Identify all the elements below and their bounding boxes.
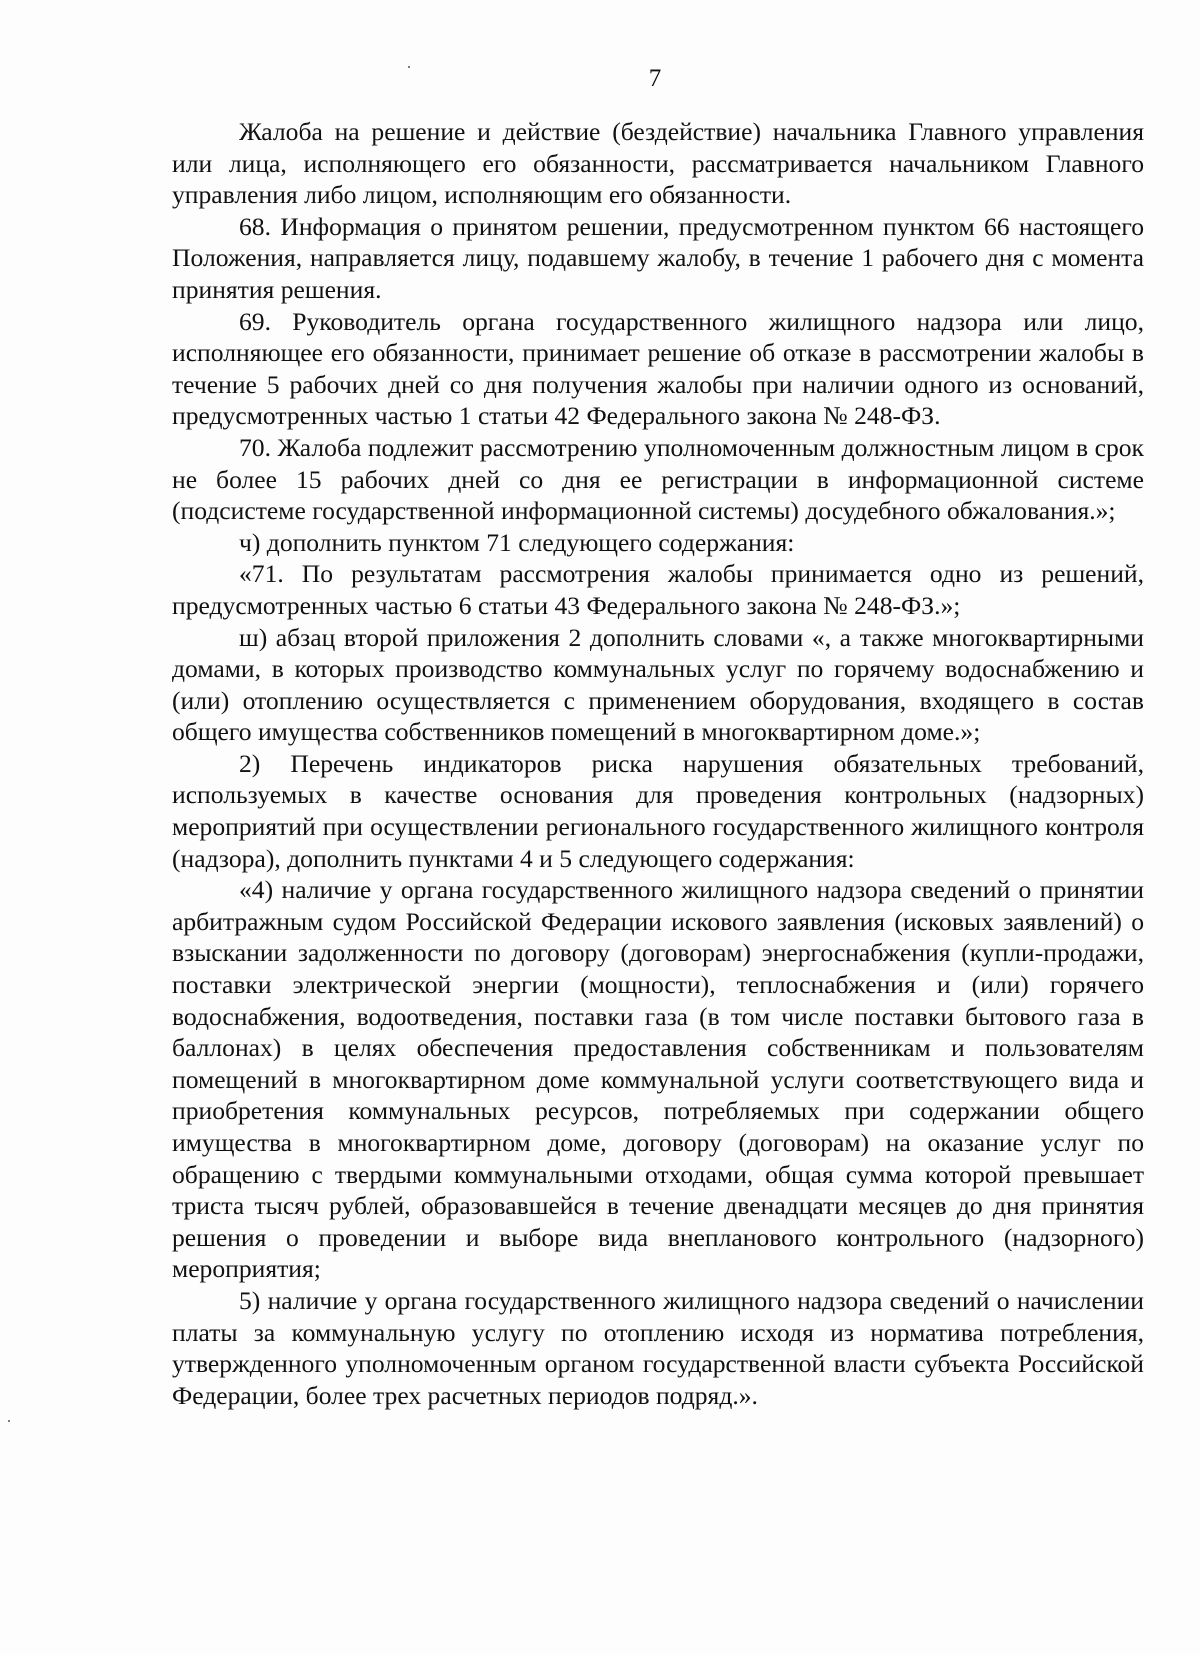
scan-speck bbox=[408, 66, 410, 68]
paragraph-complaint-head: Жалоба на решение и действие (бездействие) начальника Главного управления или лица, исполняющего его обязанности, рассматривается начальником Главного управления либо лицом, исполняющим его обязанности. bbox=[172, 117, 1144, 210]
paragraph-indicator-5: 5) наличие у органа государственного жилищного надзора сведений о начислении платы за коммунальную услугу по отоплению исходя из норматива потребления, утвержденного уполномоченным органом государственной власти субъекта Российской Федерации, более трех расчетных периодов подряд.». bbox=[172, 1285, 1144, 1410]
scan-speck bbox=[8, 1420, 10, 1422]
paragraph-2-list: 2) Перечень индикаторов риска нарушения обязательных требований, используемых в качестве основания для проведения контрольных (надзорных) мероприятий при осуществлении регионального государственного жилищного контроля (надзора), дополнить пунктами 4 и 5 следующего содержания: bbox=[172, 748, 1144, 873]
document-body bbox=[172, 116, 1144, 1411]
paragraph-69: 69. Руководитель органа государственного жилищного надзора или лицо, исполняющее его обязанности, принимает решение об отказе в рассмотрении жалобы в течение 5 рабочих дней со дня получения жалобы при наличии одного из оснований, предусмотренных частью 1 статьи 42 Федерального закона № 248-ФЗ. bbox=[172, 306, 1144, 431]
paragraph-sh: ш) абзац второй приложения 2 дополнить словами «, а также многоквартирными домами, в которых производство коммунальных услуг по горячему водоснабжению и (или) отоплению осуществляется с применением оборудования, входящего в состав общего имущества собственников помещений в многоквартирном доме.»; bbox=[172, 622, 1144, 747]
paragraph-71: «71. По результатам рассмотрения жалобы принимается одно из решений, предусмотренных частью 6 статьи 43 Федерального закона № 248-ФЗ.»; bbox=[172, 559, 1144, 620]
paragraph-indicator-4: «4) наличие у органа государственного жилищного надзора сведений о принятии арбитражным судом Российской Федерации искового заявления (исковых заявлений) о взыскании задолженности по договору (договорам) энергоснабжения (купли-продажи, поставки электрической энергии (мощности), теплоснабжения и (или) горячего водоснабжения, водоотведения, поставки газа (в том числе поставки бытового газа в баллонах) в целях обеспечения предоставления собственникам и пользователям помещений в многоквартирном доме коммунальной услуги соответствующего вида и приобретения коммунальных ресурсов, потребляемых при содержании общего имущества в многоквартирном доме, договору (договорам) на оказание услуг по обращению с твердыми коммунальными отходами, общая сумма которой превышает триста тысяч рублей, образовавшейся в течение двенадцати месяцев до дня принятия решения о проведении и выборе вида внепланового контрольного (надзорного) мероприятия; bbox=[172, 875, 1144, 1284]
page-number: 7 bbox=[648, 65, 662, 92]
paragraph-ch: ч) дополнить пунктом 71 следующего содержания: bbox=[239, 527, 795, 557]
paragraph-68: 68. Информация о принятом решении, предусмотренном пунктом 66 настоящего Положения, направляется лицу, подавшему жалобу, в течение 1 рабочего дня с момента принятия решения. bbox=[172, 211, 1144, 304]
paragraph-70: 70. Жалоба подлежит рассмотрению уполномоченным должностным лицом в срок не более 15 рабочих дней со дня ее регистрации в информационной системе (подсистеме государственной информационной системы) досудебного обжалования.»; bbox=[172, 432, 1144, 526]
